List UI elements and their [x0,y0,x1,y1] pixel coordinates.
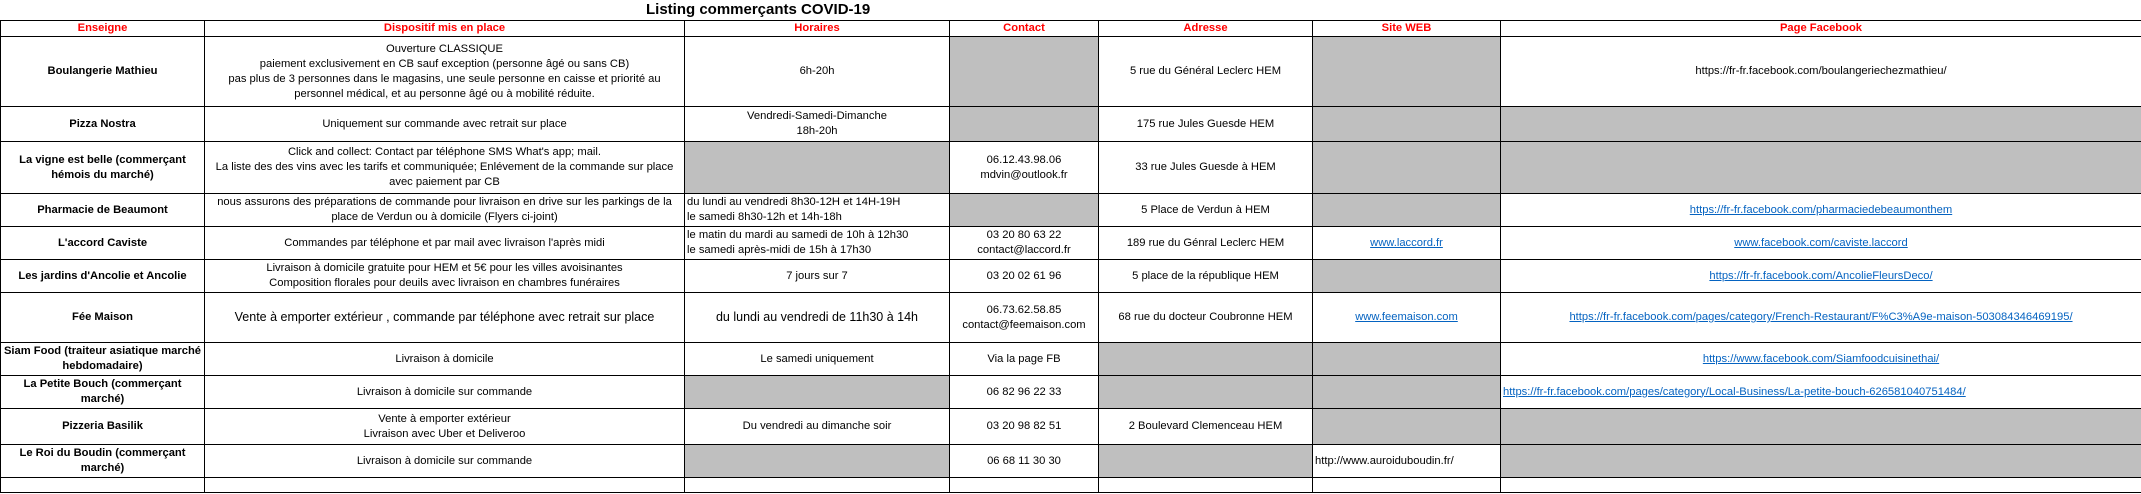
cell-horaires[interactable] [685,142,950,194]
cell-contact[interactable] [950,194,1099,227]
cell-contact[interactable] [950,107,1099,142]
header-enseigne[interactable]: Enseigne [1,21,205,37]
cell-site-web[interactable] [1313,260,1501,293]
cell-site-web[interactable] [1313,478,1501,493]
table-row [1,107,2141,142]
table-row [1,227,2141,260]
table-row [1,478,2141,493]
cell-page-facebook[interactable] [1501,376,2141,409]
cell-horaires[interactable] [685,445,950,478]
cell-dispositif[interactable]: Uniquement sur commande avec retrait sur place [205,107,685,142]
cell-enseigne[interactable]: La Petite Bouch (commerçant marché) [1,376,205,409]
cell-site-web[interactable] [1313,227,1501,260]
cell-site-web[interactable] [1313,409,1501,445]
cell-enseigne[interactable]: Pharmacie de Beaumont [1,194,205,227]
facebook-link[interactable]: https://www.facebook.com/Siamfoodcuisinethai/ [1702,352,1940,365]
cell-adresse[interactable]: 68 rue du docteur Coubronne HEM [1099,293,1313,343]
cell-contact[interactable] [950,478,1099,493]
cell-page-facebook[interactable] [1501,409,2141,445]
cell-enseigne[interactable]: Pizzeria Basilik [1,409,205,445]
cell-contact[interactable]: 03 20 98 82 51 [950,409,1099,445]
cell-horaires[interactable]: du lundi au vendredi de 11h30 à 14h [685,293,950,343]
website-link[interactable]: www.feemaison.com [1355,311,1458,323]
facebook-link[interactable]: https://fr-fr.facebook.com/pages/category/French-Restaurant/F%C3%A9e-maison-503084346469195/ [1569,311,2073,323]
cell-adresse[interactable] [1099,343,1313,376]
cell-contact[interactable] [950,37,1099,107]
cell-horaires[interactable]: Le samedi uniquement [685,343,950,376]
cell-adresse[interactable] [1099,478,1313,493]
cell-page-facebook[interactable] [1501,343,2141,376]
cell-site-web[interactable] [1313,445,1501,478]
cell-page-facebook[interactable] [1501,293,2141,343]
cell-dispositif[interactable]: Vente à emporter extérieur , commande par téléphone avec retrait sur place [205,293,685,343]
cell-dispositif[interactable]: Click and collect: Contact par téléphone SMS What's app; mail. La liste des des vins avec les tarifs et communiquée; Enlévement de la commande sur place avec paiement par CB [205,142,685,194]
cell-enseigne[interactable]: L'accord Caviste [1,227,205,260]
cell-site-web[interactable] [1313,142,1501,194]
cell-dispositif[interactable]: nous assurons des préparations de commande pour livraison en drive sur les parkings de la place de Verdun ou à domicile (Flyers ci-joint) [205,194,685,227]
cell-site-web[interactable] [1313,107,1501,142]
table-row [1,293,2141,343]
table-row [1,343,2141,376]
cell-enseigne[interactable]: La vigne est belle (commerçant hémois du marché) [1,142,205,194]
cell-site-web[interactable] [1313,376,1501,409]
header-contact[interactable]: Contact [950,21,1099,37]
cell-enseigne[interactable]: Boulangerie Mathieu [1,37,205,107]
cell-horaires[interactable]: du lundi au vendredi 8h30-12H et 14H-19H le samedi 8h30-12h et 14h-18h [685,194,950,227]
facebook-link[interactable]: https://fr-fr.facebook.com/AncolieFleursDeco/ [1709,269,1933,282]
cell-adresse[interactable] [1099,445,1313,478]
cell-horaires[interactable]: le matin du mardi au samedi de 10h à 12h30 le samedi après-midi de 15h à 17h30 [685,227,950,260]
facebook-link[interactable]: www.facebook.com/caviste.laccord [1734,236,1908,249]
cell-contact[interactable]: 03 20 02 61 96 [950,260,1099,293]
cell-horaires[interactable]: 7 jours sur 7 [685,260,950,293]
cell-adresse[interactable]: 2 Boulevard Clemenceau HEM [1099,409,1313,445]
cell-dispositif[interactable]: Commandes par téléphone et par mail avec livraison l'après midi [205,227,685,260]
cell-enseigne[interactable]: Pizza Nostra [1,107,205,142]
cell-adresse[interactable]: 33 rue Jules Guesde à HEM [1099,142,1313,194]
cell-horaires[interactable]: Du vendredi au dimanche soir [685,409,950,445]
cell-dispositif[interactable] [205,478,685,493]
cell-page-facebook[interactable]: https://fr-fr.facebook.com/boulangeriechezmathieu/ [1501,37,2141,107]
cell-adresse[interactable]: 5 place de la république HEM [1099,260,1313,293]
table-row [1,142,2141,194]
cell-dispositif[interactable]: Livraison à domicile sur commande [205,445,685,478]
cell-contact[interactable]: 03 20 80 63 22 contact@laccord.fr [950,227,1099,260]
cell-page-facebook[interactable] [1501,194,2141,227]
cell-page-facebook[interactable] [1501,445,2141,478]
table-row [1,260,2141,293]
header-row [1,21,2141,37]
cell-contact[interactable]: 06 82 96 22 33 [950,376,1099,409]
table-row [1,376,2141,409]
cell-horaires[interactable] [685,478,950,493]
cell-horaires[interactable] [685,376,950,409]
sheet-title: Listing commerçants COVID-19 [646,1,871,18]
header-horaires[interactable]: Horaires [685,21,950,37]
facebook-link[interactable]: https://fr-fr.facebook.com/pages/category/Local-Business/La-petite-bouch-626581040751484/ [1503,385,1966,398]
cell-enseigne[interactable]: Les jardins d'Ancolie et Ancolie [1,260,205,293]
website-link[interactable]: www.laccord.fr [1370,236,1443,249]
facebook-link[interactable]: https://fr-fr.facebook.com/pharmaciedebeaumonthem [1689,203,1953,216]
cell-dispositif[interactable]: Vente à emporter extérieur Livraison avec Uber et Deliveroo [205,409,685,445]
cell-site-web[interactable] [1313,37,1501,107]
cell-contact[interactable]: 06 68 11 30 30 [950,445,1099,478]
cell-site-web[interactable] [1313,343,1501,376]
cell-page-facebook[interactable] [1501,478,2141,493]
website-link[interactable]: http://www.auroiduboudin.fr/ [1315,454,1454,467]
header-site-web[interactable]: Site WEB [1313,21,1501,37]
cell-page-facebook[interactable] [1501,142,2141,194]
cell-dispositif[interactable]: Ouverture CLASSIQUE paiement exclusivement en CB sauf exception (personne âgé ou sans CB) pas plus de 3 personnes dans le magasins, une seule personne en caisse et priorité au personnel médical, et au personne âgé ou à mobilité réduite. [205,37,685,107]
cell-adresse[interactable]: 175 rue Jules Guesde HEM [1099,107,1313,142]
cell-horaires[interactable]: Vendredi-Samedi-Dimanche 18h-20h [685,107,950,142]
cell-page-facebook[interactable] [1501,227,2141,260]
cell-dispositif[interactable]: Livraison à domicile [205,343,685,376]
cell-enseigne[interactable] [1,478,205,493]
cell-adresse[interactable]: 5 Place de Verdun à HEM [1099,194,1313,227]
cell-enseigne[interactable]: Le Roi du Boudin (commerçant marché) [1,445,205,478]
table-row [1,409,2141,445]
merchant-table [0,20,2141,493]
cell-contact[interactable]: 06.73.62.58.85 contact@feemaison.com [950,293,1099,343]
cell-adresse[interactable]: 5 rue du Général Leclerc HEM [1099,37,1313,107]
cell-adresse[interactable] [1099,376,1313,409]
table-row [1,194,2141,227]
cell-page-facebook[interactable] [1501,107,2141,142]
sheet-title-cell[interactable] [0,0,1500,20]
header-adresse[interactable]: Adresse [1099,21,1313,37]
cell-dispositif[interactable]: Livraison à domicile gratuite pour HEM et 5€ pour les villes avoisinantes Composition florales pour deuils avec livraison en chambres funéraires [205,260,685,293]
cell-dispositif[interactable]: Livraison à domicile sur commande [205,376,685,409]
table-row [1,445,2141,478]
cell-horaires[interactable]: 6h-20h [685,37,950,107]
header-dispositif[interactable]: Dispositif mis en place [205,21,685,37]
table-row [1,37,2141,107]
cell-site-web[interactable] [1313,194,1501,227]
cell-enseigne[interactable]: Fée Maison [1,293,205,343]
cell-page-facebook[interactable] [1501,260,2141,293]
cell-enseigne[interactable]: Siam Food (traiteur asiatique marché hebdomadaire) [1,343,205,376]
cell-contact[interactable]: 06.12.43.98.06 mdvin@outlook.fr [950,142,1099,194]
header-page-facebook[interactable]: Page Facebook [1501,21,2141,37]
cell-adresse[interactable]: 189 rue du Génral Leclerc HEM [1099,227,1313,260]
cell-site-web[interactable] [1313,293,1501,343]
cell-contact[interactable]: Via la page FB [950,343,1099,376]
